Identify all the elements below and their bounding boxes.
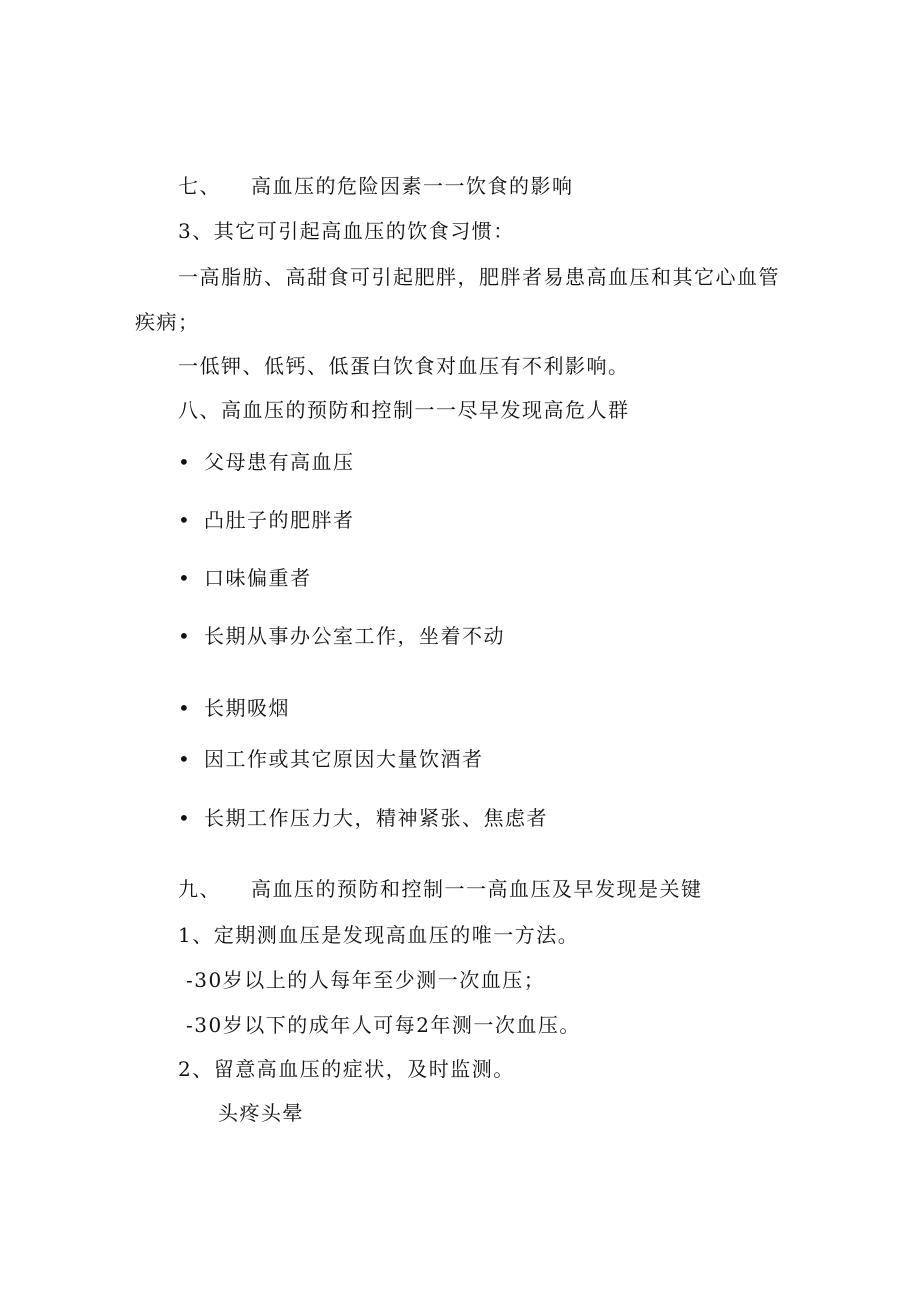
list-item bbox=[178, 623, 505, 649]
section-9-symptom: 头疼头晕 bbox=[218, 1101, 304, 1125]
section-9-title: 高血压的预防和控制一一高血压及早发现是关键 bbox=[251, 877, 703, 901]
list-item bbox=[178, 565, 312, 591]
list-item-text: 口味偏重者 bbox=[204, 566, 312, 590]
bullet-icon: • bbox=[178, 508, 192, 532]
section-7-item-2: 一低钾、低钙、低蛋白饮食对血压有不利影响。 bbox=[178, 354, 630, 378]
section-9-item-1b: -30岁以下的成年人可每2年测一次血压。 bbox=[186, 1013, 581, 1037]
list-item bbox=[178, 449, 355, 475]
list-item-text: 长期工作压力大，精神紧张、焦虑者 bbox=[204, 806, 548, 830]
bullet-icon: • bbox=[178, 450, 192, 474]
list-item-text: 凸肚子的肥胖者 bbox=[204, 508, 355, 532]
section-9-heading bbox=[178, 876, 703, 902]
bullet-icon: • bbox=[178, 747, 192, 771]
bullet-icon: • bbox=[178, 696, 192, 720]
list-item-text: 长期吸烟 bbox=[204, 696, 290, 720]
section-9-subheading-2: 2、留意高血压的症状，及时监测。 bbox=[178, 1057, 515, 1081]
section-8-heading: 八、高血压的预防和控制一一尽早发现高危人群 bbox=[178, 398, 630, 422]
bullet-icon: • bbox=[178, 566, 192, 590]
list-item bbox=[178, 805, 548, 831]
list-item-text: 因工作或其它原因大量饮酒者 bbox=[204, 747, 484, 771]
list-item-text: 父母患有高血压 bbox=[204, 450, 355, 474]
bullet-icon: • bbox=[178, 806, 192, 830]
list-item bbox=[178, 695, 290, 721]
section-7-item-1-line-2: 疾病； bbox=[135, 310, 200, 334]
section-7-subheading-3: 3、其它可引起高血压的饮食习惯： bbox=[178, 219, 515, 243]
section-7-heading bbox=[178, 173, 574, 199]
section-9-subheading-1: 1、定期测血压是发现高血压的唯一方法。 bbox=[178, 923, 580, 947]
section-9-number: 九、 bbox=[178, 877, 221, 901]
list-item bbox=[178, 507, 355, 533]
section-7-title: 高血压的危险因素一一饮食的影响 bbox=[251, 174, 574, 198]
section-7-item-1-line-1: 一高脂肪、高甜食可引起肥胖，肥胖者易患高血压和其它心血管 bbox=[178, 265, 780, 289]
bullet-icon: • bbox=[178, 624, 192, 648]
list-item bbox=[178, 746, 484, 772]
section-7-number: 七、 bbox=[178, 174, 221, 198]
list-item-text: 长期从事办公室工作，坐着不动 bbox=[204, 624, 505, 648]
section-9-item-1a: -30岁以上的人每年至少测一次血压； bbox=[186, 968, 546, 992]
